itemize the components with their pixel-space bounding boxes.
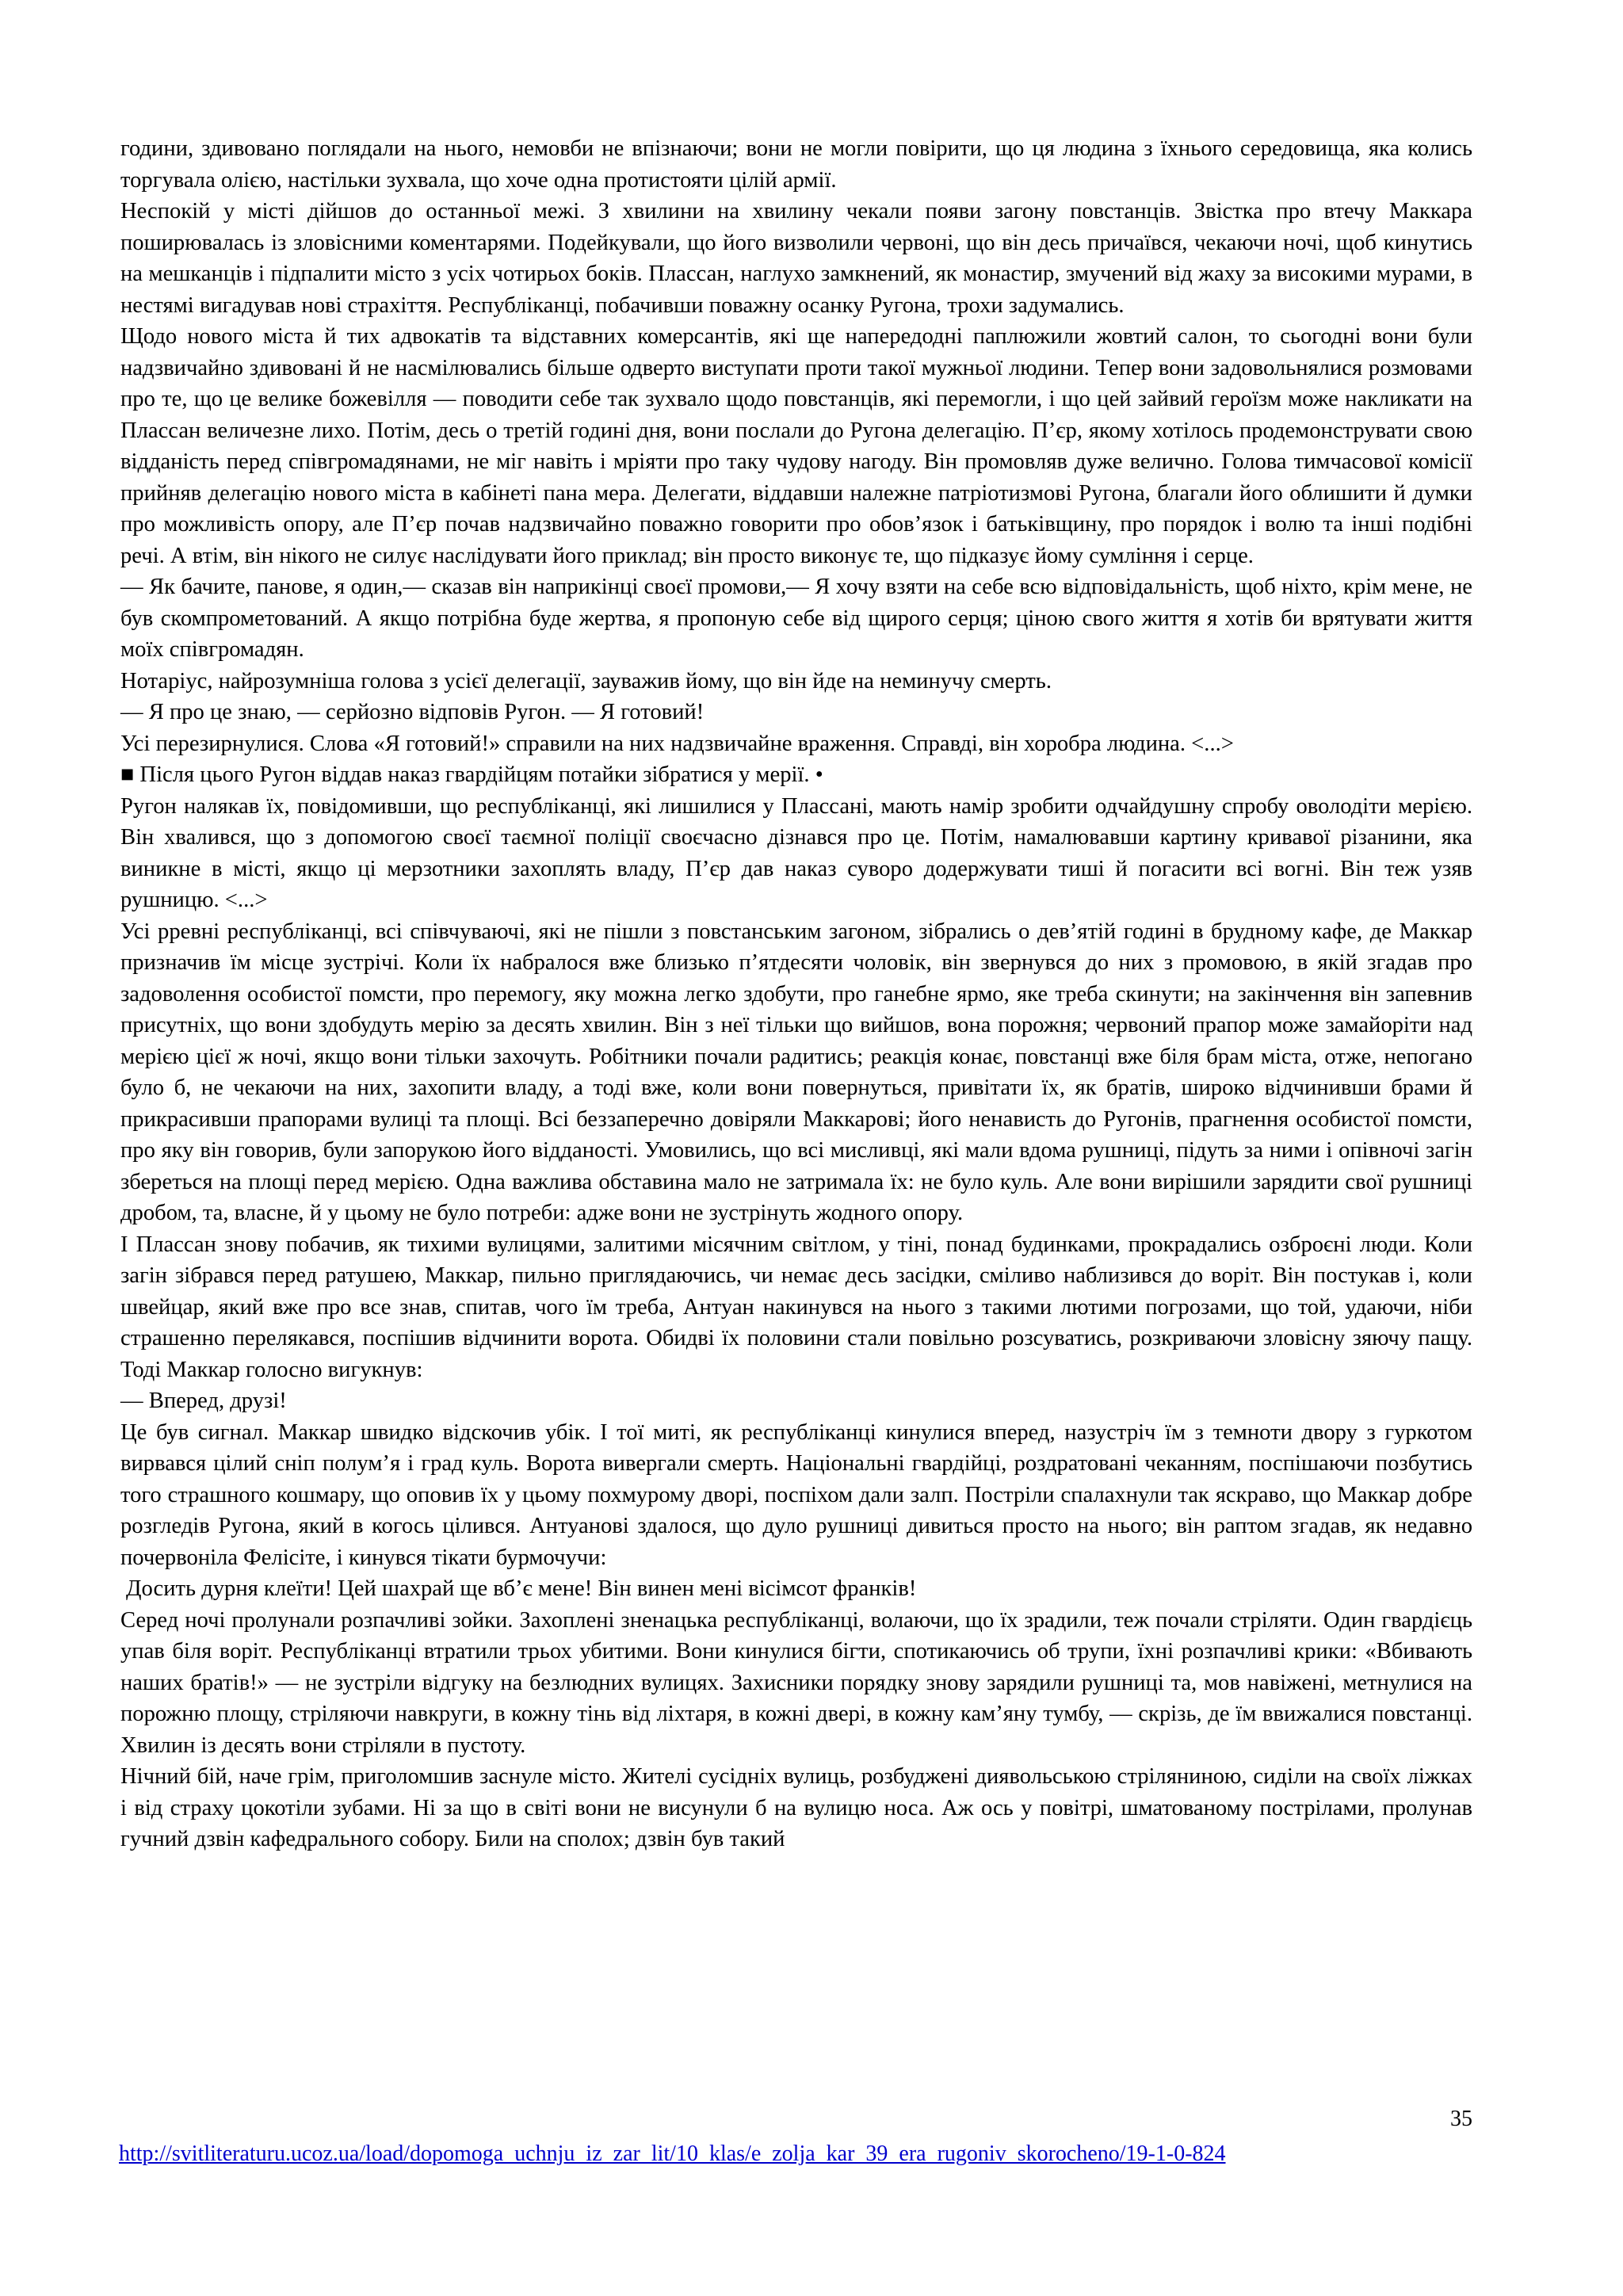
source-link[interactable]: http://svitliteraturu.ucoz.ua/load/dopomoga_uchnju_iz_zar_lit/10_klas/e_zolja_kar_39_era_rugoniv_skorocheno/19-1-0-824 [119,2141,1226,2166]
paragraph: Неспокій у місті дійшов до останньої межі. З хвилини на хвилину чекали появи загону повстанців. Звістка про втечу Маккара поширювалась із зловісними коментарями. Подейкували, що його визволили червоні, що він десь причаївся, чекаючи ночі, щоб кинутись на мешканців і підпалити місто з усіх чотирьох боків. Плассан, наглухо замкнений, як монастир, змучений від жаху за високими мурами, в нестямі вигадував нові страхіття. Республіканці, побачивши поважну осанку Ругона, трохи задумались. [120,199,1472,318]
paragraph: Це був сигнал. Маккар швидко відскочив убік. І тої миті, як республіканці кинулися вперед, назустріч їм з темноти двору з гуркотом вирвався цілий сніп полум’я і град куль. Ворота вивергали смерть. Національні гвардійці, роздратовані чеканням, поспішаючи позбутись того страшного кошмару, що оповив їх у цьому похмурому дворі, поспіхом дали залп. Постріли спалахнули так яскраво, що Маккар добре розгледів Ругона, який в когось цілився. Антуанові здалося, що дуло рушниці дивиться просто на нього; він раптом згадав, як недавно почервоніла Фелісіте, і кинувся тікати бурмочучи: [120,1419,1472,1570]
paragraph: Усі перезирнулися. Слова «Я готовий!» справили на них надзвичайне враження. Справді, він хоробра людина. <...> [120,731,1234,756]
paragraph: — Я про це знаю, — серйозно відповів Ругон. — Я готовий! [120,700,705,724]
paragraph: І Плассан знову побачив, як тихими вулицями, залитими місячним світлом, у тіні, понад будинками, прокрадались озброєні люди. Коли загін зібрався перед ратушею, Маккар, пильно приглядаючись, чи немає десь засідки, сміливо наблизився до воріт. Він постукав і, коли швейцар, який вже про все знав, спитав, чого їм треба, Антуан накинувся на нього з такими лютими погрозами, що той, удаючи, ніби страшенно перелякався, поспішив відчинити ворота. Обидві їх половини стали повільно розсуватись, розкриваючи зловісну зяючу пащу. Тоді Маккар голосно вигукнув: [120,1232,1472,1382]
paragraph: ■ Після цього Ругон віддав наказ гвардійцям потайки зібратися у мерії. • [120,762,823,787]
paragraph: Досить дурня клеїти! Цей шахрай ще вб’є мене! Він винен мені вісімсот франків! [126,1576,917,1601]
paragraph: години, здивовано поглядали на нього, немовби не впізнаючи; вони не могли повірити, що ця людина з їхнього середовища, яка колись торгувала олією, настільки зухвала, що хоче одна протистояти цілій армії. [120,136,1472,193]
page-number: 35 [1450,2107,1472,2131]
body-text [120,133,1472,1855]
paragraph: — Вперед, друзі! [120,1389,287,1413]
paragraph: Нотаріус, найрозумніша голова з усієї делегації, зауважив йому, що він йде на неминучу смерть. [120,668,1052,693]
paragraph: Щодо нового міста й тих адвокатів та відставних комерсантів, які ще напередодні паплюжили жовтий салон, то сьогодні вони були надзвичайно здивовані й не насмілювались більше одверто виступати проти такої мужньої людини. Тепер вони задовольнялися розмовами про те, що це велике божевілля — поводити себе так зухвало щодо повстанців, які перемогли, і що цей зайвий героїзм може накликати на Плассан величезне лихо. Потім, десь о третій годині дня, вони послали до Ругона делегацію. П’єр, якому хотілось продемонструвати свою відданість перед співгромадянами, не міг навіть і мріяти про таку чудову нагоду. Він промовляв дуже велично. Голова тимчасової комісії прийняв делегацію нового міста в кабінеті пана мера. Делегати, віддавши належне патріотизмові Ругона, благали його облишити й думки про можливість опору, але П’єр почав надзвичайно поважно говорити про обов’язок і батьківщину, про порядок і волю та інші подібні речі. А втім, він нікого не силує наслідувати його приклад; він просто виконує те, що підказує йому сумління і серце. [120,324,1472,568]
paragraph: Усі рревні республіканці, всі співчуваючі, які не пішли з повстанським загоном, зібрались о дев’ятій годині в брудному кафе, де Маккар призначив їм місце зустрічі. Коли їх набралося вже близько п’ятдесяти чоловік, він звернувся до них з промовою, в якій згадав про задоволення особистої помсти, про перемогу, яку можна легко здобути, про ганебне ярмо, яке треба скинути; на закінчення він запевнив присутніх, що вони здобудуть мерію за десять хвилин. Він з неї тільки що вийшов, вона порожня; червоний прапор може замайоріти над мерією цієї ж ночі, якщо вони тільки захочуть. Робітники почали радитись; реакція конає, повстанці вже біля брам міста, отже, непогано було б, не чекаючи на них, захопити владу, а тоді вже, коли вони повернуться, привітати їх, як братів, широко відчинивши брами й прикрасивши прапорами вулиці та площі. Всі беззаперечно довіряли Маккарові; його ненависть до Ругонів, прагнення особистої помсти, про яку він говорив, були запорукою його відданості. Умовились, що всі мисливці, які мали вдома рушниці, підуть за ними і опівночі загін збереться на площі перед мерією. Одна важлива обставина мало не затримала їх: не було куль. Але вони вирішили зарядити свої рушниці дробом, та, власне, й у цьому не було потреби: адже вони не зустрінуть жодного опору. [120,919,1472,1225]
paragraph: Ругон налякав їх, повідомивши, що республіканці, які лишилися у Плассані, мають намір зробити одчайдушну спробу оволодіти мерією. Він хвалився, що з допомогою своєї таємної поліції своєчасно дізнався про це. Потім, намалювавши картину кривавої різанини, яка виникне в місті, якщо ці мерзотники захоплять владу, П’єр дав наказ суворо додержувати тиші й погасити всі вогні. Він теж узяв рушницю. <...> [120,793,1472,912]
paragraph: Нічний бій, наче грім, приголомшив заснуле місто. Жителі сусідніх вулиць, розбуджені диявольською стріляниною, сиділи на своїх ліжках і від страху цокотіли зубами. Ні за що в світі вони не висунули б на вулицю носа. Аж ось у повітрі, шматованому пострілами, пролунав гучний дзвін кафедрального собору. Били на сполох; дзвін був такий [120,1764,1472,1851]
paragraph: Серед ночі пролунали розпачливі зойки. Захоплені зненацька республіканці, волаючи, що їх зрадили, теж почали стріляти. Один гвардієць упав біля воріт. Республіканці втратили трьох убитими. Вони кинулися бігти, спотикаючись об трупи, їхні розпачливі крики: «Вбивають наших братів!» — не зустріли відгуку на безлюдних вулицях. Захисники порядку знову зарядили рушниці та, мов навіжені, метнулися на порожню площу, стріляючи навкруги, в кожну тінь від ліхтаря, в кожні двері, в кожну кам’яну тумбу, — скрізь, де їм ввижалися повстанці. Хвилин із десять вони стріляли в пустоту. [120,1607,1472,1758]
paragraph: — Як бачите, панове, я один,— сказав він наприкінці своєї промови,— Я хочу взяти на себе всю відповідальність, щоб ніхто, крім мене, не був скомпрометований. А якщо потрібна буде жертва, я пропоную себе від щирого серця; ціною свого життя я хотів би врятувати життя моїх співгромадян. [120,575,1472,662]
